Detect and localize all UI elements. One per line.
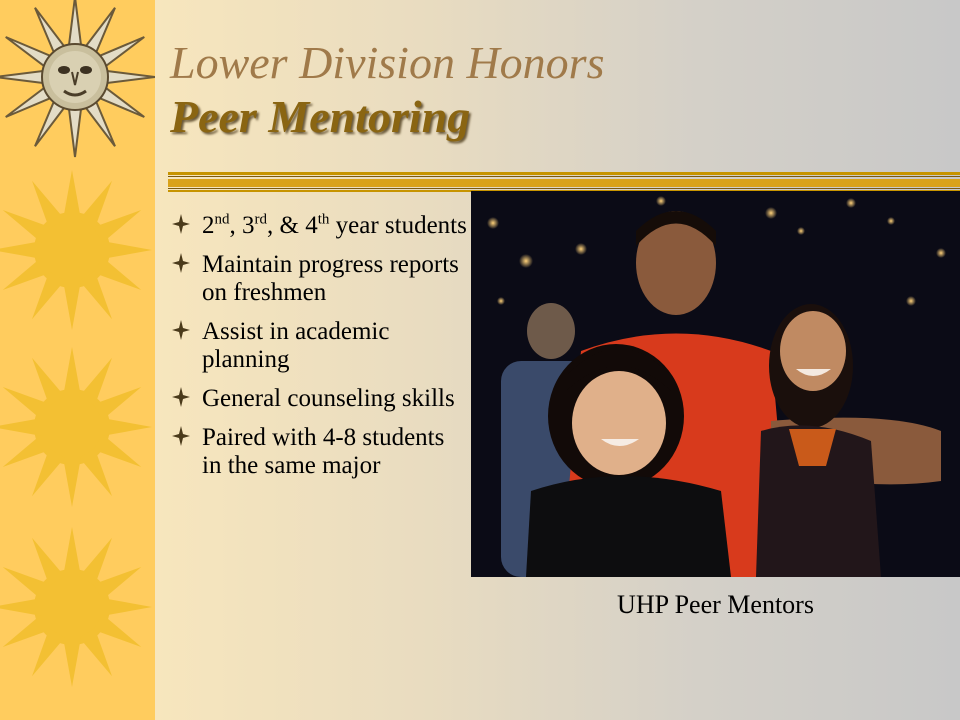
sun-icon xyxy=(0,345,155,515)
bullet-text: General counseling skills xyxy=(202,385,455,412)
bullet-text: Maintain progress reports on freshmen xyxy=(202,251,459,306)
bullet-item xyxy=(170,424,470,480)
star-bullet-icon xyxy=(172,426,190,446)
group-photo xyxy=(471,191,960,577)
photo-caption: UHP Peer Mentors xyxy=(617,590,814,619)
title-divider xyxy=(168,172,960,192)
bullet-text: Assist in academic planning xyxy=(202,318,390,373)
sidebar-decoration xyxy=(0,0,155,720)
star-bullet-icon xyxy=(172,214,190,234)
title-line-2: Peer Mentoring xyxy=(170,91,471,142)
sun-icon xyxy=(0,168,155,338)
bullet-item xyxy=(170,385,470,413)
bullet-text: Paired with 4-8 students in the same major xyxy=(202,424,445,479)
star-bullet-icon xyxy=(172,387,190,407)
sun-icon xyxy=(0,525,155,695)
bullet-text: 2nd, 3rd, & 4th year students xyxy=(202,211,467,239)
slide-title xyxy=(170,36,930,144)
sun-face-icon xyxy=(0,0,155,170)
star-bullet-icon xyxy=(172,253,190,273)
bullet-list xyxy=(170,212,470,491)
bullet-item xyxy=(170,251,470,307)
title-line-1: Lower Division Honors xyxy=(170,37,605,88)
bullet-item xyxy=(170,318,470,374)
bullet-item xyxy=(170,212,470,240)
star-bullet-icon xyxy=(172,320,190,340)
